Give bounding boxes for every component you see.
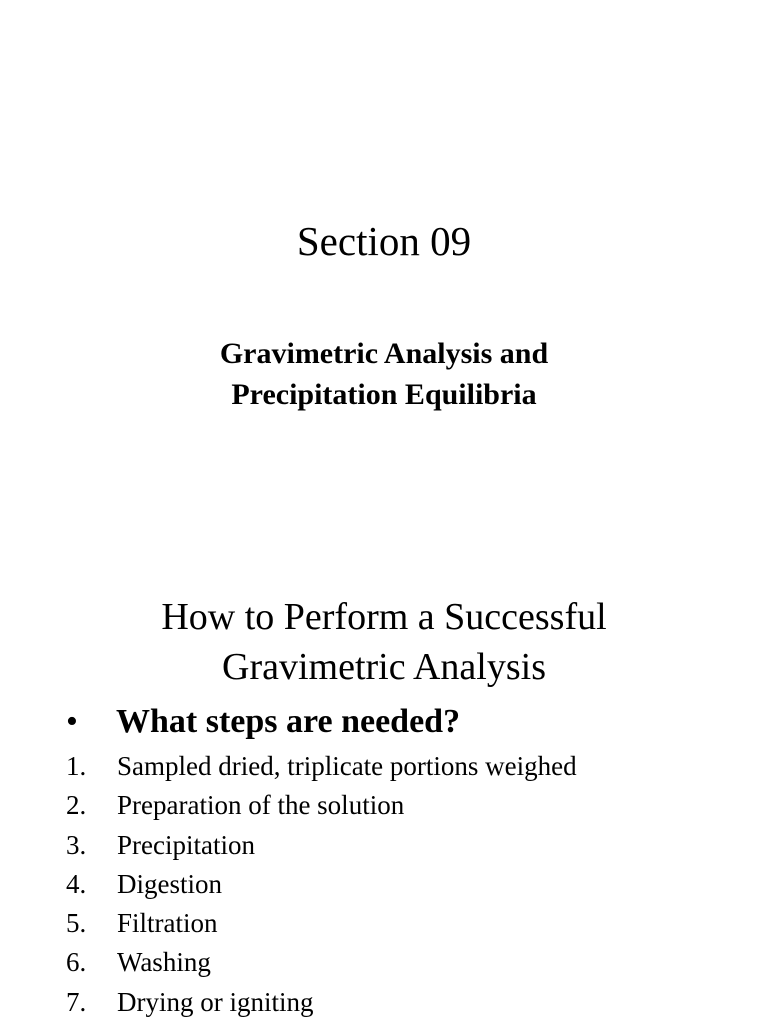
step-number: 2. <box>66 790 87 821</box>
list-item <box>66 943 577 982</box>
slide-title: Section 09 <box>296 218 472 264</box>
list-item <box>66 983 577 1022</box>
step-text: Drying or igniting <box>117 986 314 1017</box>
step-number: 1. <box>66 751 87 781</box>
step-number: 5. <box>66 908 87 939</box>
slide-subtitle <box>0 333 768 415</box>
bullet-icon: • <box>66 703 78 740</box>
heading-line: How to Perform a Successful <box>161 596 607 638</box>
list-item <box>66 904 577 943</box>
subtitle-line: Precipitation Equilibria <box>231 378 537 411</box>
step-number: 4. <box>66 868 87 899</box>
step-number: 6. <box>66 947 87 978</box>
heading-line: Gravimetric Analysis <box>222 646 546 688</box>
section-heading <box>0 592 768 692</box>
step-text: Filtration <box>117 908 218 939</box>
list-item <box>66 747 577 786</box>
step-text: Sampled dried, triplicate portions weighed <box>117 751 577 781</box>
steps-list <box>66 747 577 1022</box>
step-number: 3. <box>66 829 87 860</box>
list-item <box>66 826 577 865</box>
subtitle-line: Gravimetric Analysis and <box>219 337 549 370</box>
list-item <box>66 865 577 904</box>
step-number: 7. <box>66 986 87 1017</box>
step-text: Digestion <box>117 868 222 899</box>
step-text: Preparation of the solution <box>117 790 405 821</box>
bullet-question <box>66 700 460 744</box>
step-text: Precipitation <box>117 829 255 860</box>
bullet-text: What steps are needed? <box>116 703 461 740</box>
step-text: Washing <box>117 947 211 978</box>
list-item <box>66 786 577 825</box>
